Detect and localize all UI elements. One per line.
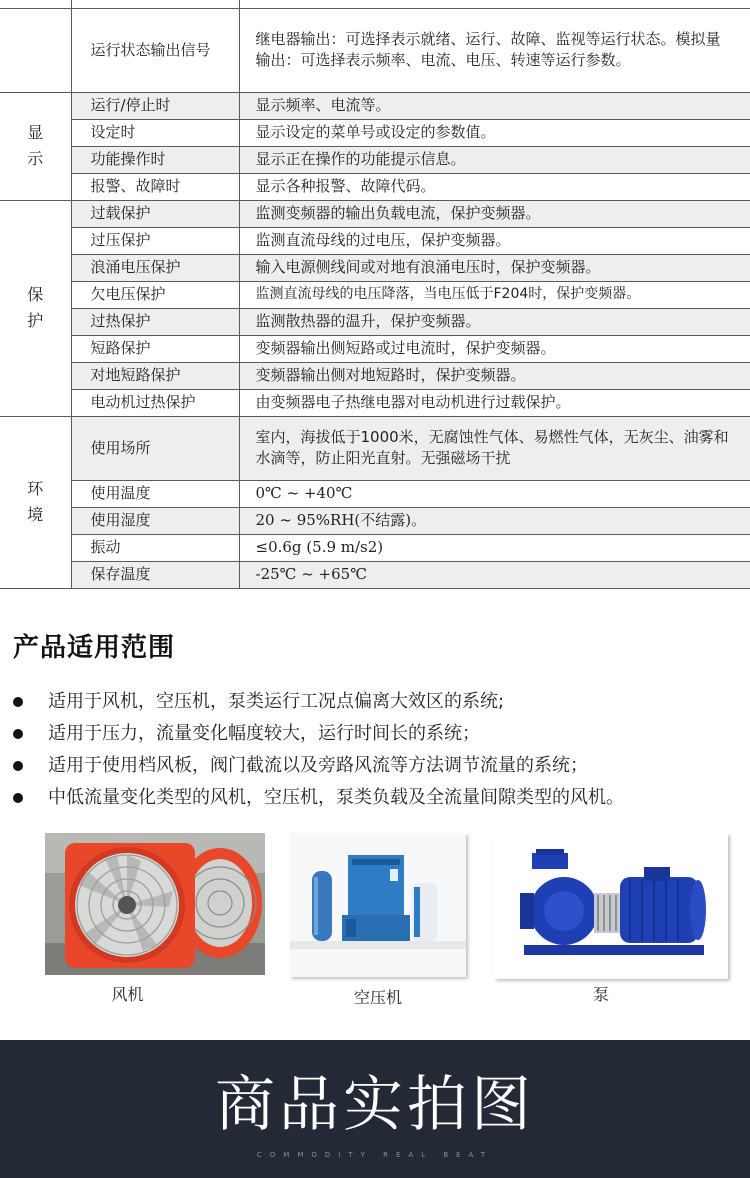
axial-fan-photo [45, 833, 265, 975]
bullet-icon [13, 729, 23, 739]
spec-desc: -25℃ ~ +65℃ [239, 561, 750, 588]
spec-desc: 监测散热器的温升，保护变频器。 [239, 308, 750, 335]
spec-desc: 继电器输出：可选择表示就绪、运行、故障、监视等运行状态。模拟量输出：可选择表示频率、电流、电压、转速等运行参数。 [239, 8, 750, 92]
spec-desc: 显示正在操作的功能提示信息。 [239, 146, 750, 173]
spec-desc: 由变频器电子热继电器对电动机进行过载保护。 [239, 389, 750, 416]
bullet-icon [13, 697, 23, 707]
air-compressor-photo [290, 833, 466, 977]
spec-desc: 监测直流母线的过电压，保护变频器。 [239, 227, 750, 254]
spec-name: 过热保护 [71, 308, 239, 335]
bullet-icon [13, 793, 23, 803]
spec-name: 运行/停止时 [71, 92, 239, 119]
banner-title: 商品实拍图 [215, 1070, 535, 1140]
centrifugal-pump-photo [494, 833, 728, 979]
spec-name: 使用湿度 [71, 507, 239, 534]
spec-desc: 监测直流母线的电压降落，当电压低于F204时，保护变频器。 [239, 281, 750, 308]
category-protection: 保 护 [0, 200, 71, 416]
list-item: 适用于压力，流量变化幅度较大，运行时间长的系统； [0, 718, 750, 750]
banner-subtitle: COMMODITY REAL BEAT [256, 1151, 494, 1159]
spec-desc: 输入电源侧线间或对地有浪涌电压时，保护变频器。 [239, 254, 750, 281]
spec-desc: 变频器输出侧对地短路时，保护变频器。 [239, 362, 750, 389]
spec-desc: 0℃ ~ +40℃ [239, 480, 750, 507]
spec-desc: 显示设定的菜单号或设定的参数值。 [239, 119, 750, 146]
spec-name: 使用温度 [71, 480, 239, 507]
section-title-scope: 产品适用范围 [13, 633, 176, 663]
spec-name: 运行状态输出信号 [71, 8, 239, 92]
list-item: 适用于风机，空压机，泵类运行工况点偏离大效区的系统; [0, 686, 750, 718]
spec-desc: 显示各种报警、故障代码。 [239, 173, 750, 200]
spec-name: 使用场所 [71, 416, 239, 480]
spec-desc: 变频器输出侧短路或过电流时，保护变频器。 [239, 335, 750, 362]
list-item: 中低流量变化类型的风机，空压机，泵类负载及全流量间隙类型的风机。 [0, 782, 750, 814]
spec-desc: ≤0.6g (5.9 m/s2) [239, 534, 750, 561]
real-photo-banner [0, 1040, 750, 1178]
bullet-icon [13, 761, 23, 771]
spec-name: 过载保护 [71, 200, 239, 227]
spec-desc: 显示频率、电流等。 [239, 92, 750, 119]
category-environment: 环 境 [0, 416, 71, 588]
spec-name: 短路保护 [71, 335, 239, 362]
spec-name: 设定时 [71, 119, 239, 146]
spec-desc: 室内，海拔低于1000米，无腐蚀性气体、易燃性气体，无灰尘、油雾和水滴等，防止阳光直射。无强磁场干扰 [239, 416, 750, 480]
spec-name: 电动机过热保护 [71, 389, 239, 416]
category-display: 显 示 [0, 92, 71, 200]
spec-desc: 20 ~ 95%RH(不结露)。 [239, 507, 750, 534]
product-caption-pump: 泵 [592, 985, 609, 1004]
product-caption-fan: 风机 [111, 985, 144, 1004]
spec-name: 功能操作时 [71, 146, 239, 173]
category-cell-partial [0, 0, 71, 8]
spec-name: 欠电压保护 [71, 281, 239, 308]
spec-name: 过压保护 [71, 227, 239, 254]
spec-name: 报警、故障时 [71, 173, 239, 200]
spec-name: 浪涌电压保护 [71, 254, 239, 281]
spec-desc: 监测变频器的输出负载电流，保护变频器。 [239, 200, 750, 227]
scope-list [0, 686, 750, 814]
list-item: 适用于使用档风板，阀门截流以及旁路风流等方法调节流量的系统； [0, 750, 750, 782]
spec-name: 振动 [71, 534, 239, 561]
product-caption-compressor: 空压机 [353, 988, 402, 1007]
spec-name: 保存温度 [71, 561, 239, 588]
spec-name: 对地短路保护 [71, 362, 239, 389]
